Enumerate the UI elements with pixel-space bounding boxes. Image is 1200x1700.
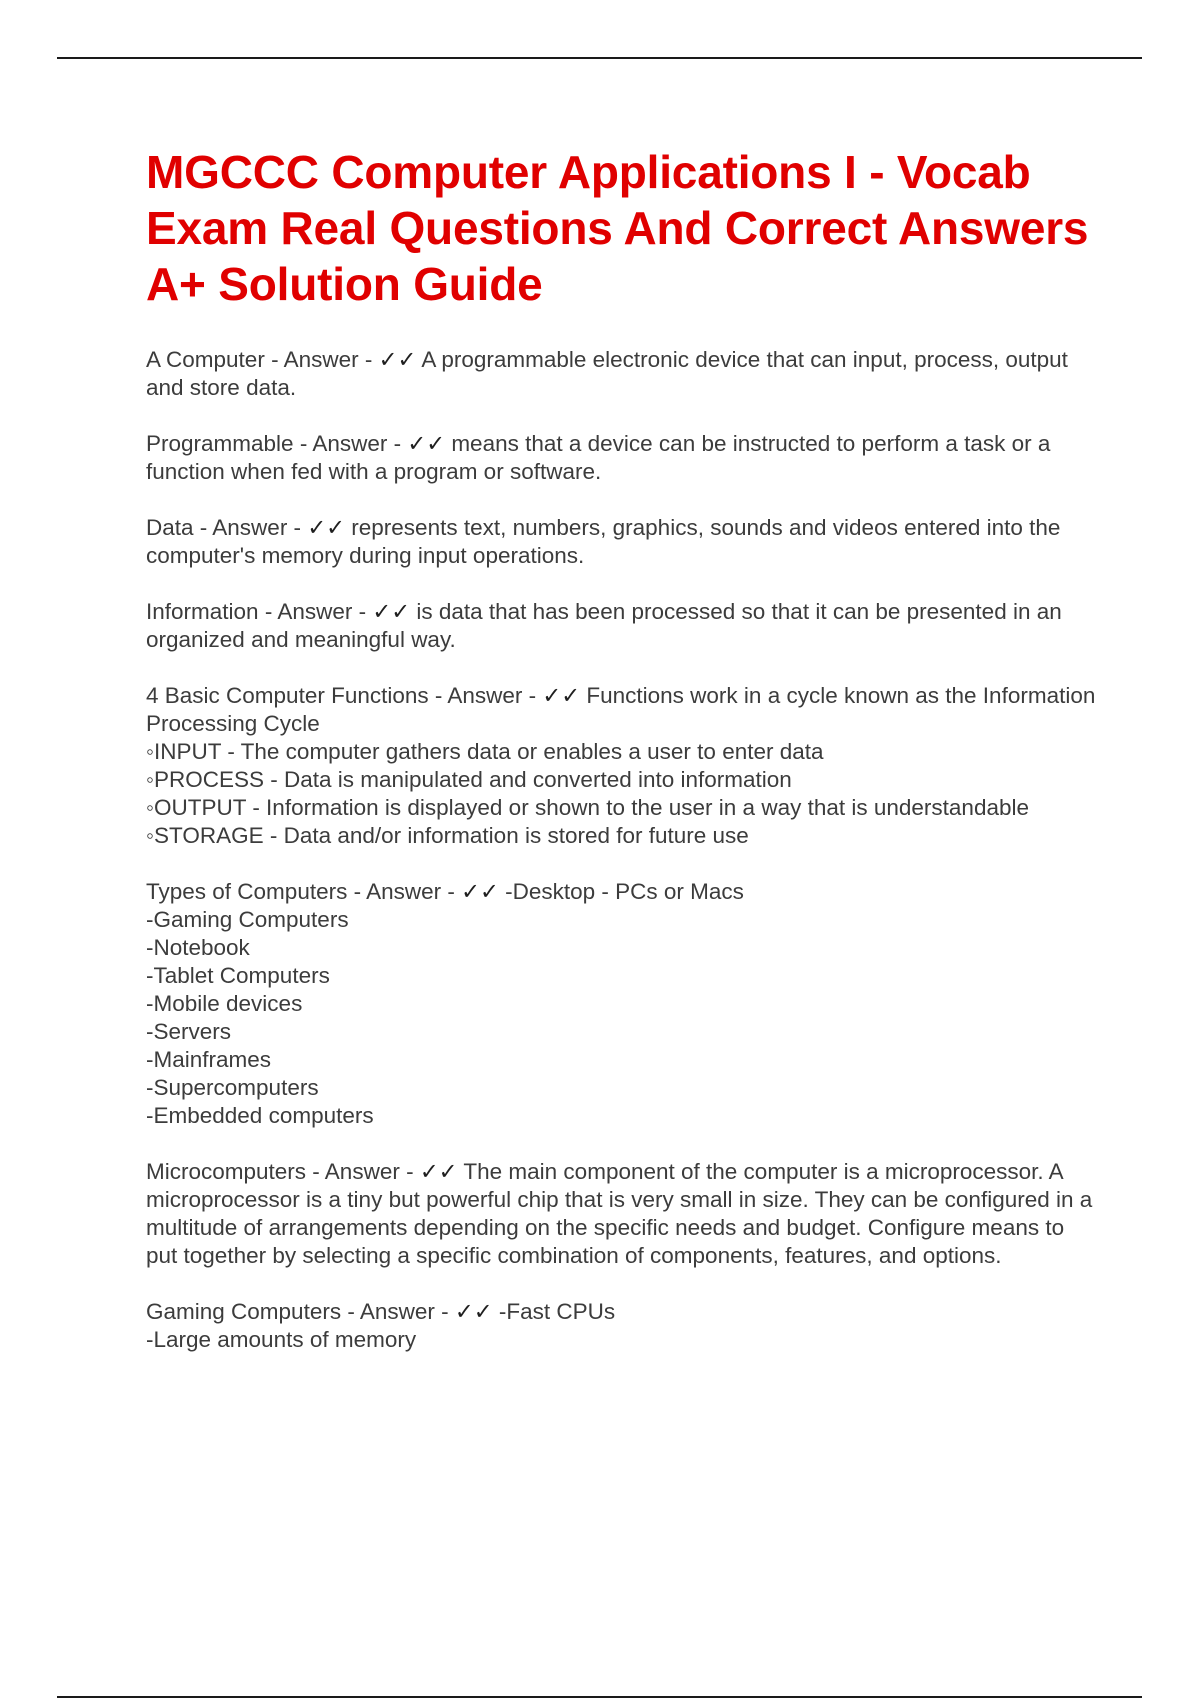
qa-list-line: ◦INPUT - The computer gathers data or enables a user to enter data [146, 739, 824, 764]
double-check-icon: ✓✓ [454, 1299, 493, 1324]
qa-list-line: -Mobile devices [146, 991, 303, 1016]
document-title: MGCCC Computer Applications I - Vocab Exam Real Questions And Correct Answers A+ Solution Guide [146, 146, 1089, 310]
double-check-icon: ✓✓ [372, 599, 411, 624]
qa-first-line [146, 1298, 1096, 1326]
answer-separator: - Answer - [306, 1159, 420, 1184]
qa-definition: -Desktop - PCs or Macs [498, 879, 744, 904]
qa-list-line: -Mainframes [146, 1047, 272, 1072]
qa-term: 4 Basic Computer Functions [146, 683, 429, 708]
qa-list-line: -Notebook [146, 935, 250, 960]
qa-term: Types of Computers [146, 879, 348, 904]
answer-separator: - Answer - [258, 599, 373, 624]
double-check-icon: ✓✓ [542, 683, 581, 708]
qa-entry [146, 430, 1096, 486]
qa-list-line: -Tablet Computers [146, 963, 330, 988]
qa-definition: -Fast CPUs [492, 1299, 616, 1324]
qa-first-line [146, 346, 1096, 402]
double-check-icon: ✓✓ [307, 515, 346, 540]
qa-list-line: -Large amounts of memory [146, 1327, 417, 1352]
qa-definition: represents text, numbers, graphics, sounds and videos entered into the computer's memory during input operations. [146, 515, 1061, 568]
qa-entry [146, 346, 1096, 402]
qa-definition: The main component of the computer is a microprocessor. A microprocessor is a tiny but powerful chip that is very small in size. They can be configured in a multitude of arrangements depending on the specific needs and budget. Configure means to put together by selecting a specific combination of components, features, and options. [146, 1159, 1093, 1268]
double-check-icon: ✓✓ [461, 879, 499, 904]
qa-definition: means that a device can be instructed to perform a task or a function when fed with a program or software. [146, 431, 1051, 484]
qa-definition: A programmable electronic device that can input, process, output and store data. [146, 347, 1068, 400]
answer-separator: - Answer - [293, 431, 408, 456]
qa-term: A Computer [146, 347, 265, 372]
qa-entry [146, 1158, 1096, 1270]
qa-term: Microcomputers [146, 1159, 307, 1184]
qa-list-line: ◦OUTPUT - Information is displayed or shown to the user in a way that is understandable [146, 795, 1029, 820]
qa-list-line: -Embedded computers [146, 1103, 374, 1128]
qa-first-line [146, 878, 1096, 906]
qa-entry [146, 1298, 1096, 1354]
qa-first-line [146, 598, 1096, 654]
qa-list-line: ◦STORAGE - Data and/or information is stored for future use [146, 823, 749, 848]
qa-first-line [146, 430, 1096, 486]
qa-list-line: -Servers [146, 1019, 232, 1044]
qa-first-line [146, 682, 1096, 738]
answer-separator: - Answer - [428, 683, 543, 708]
qa-definition: Functions work in a cycle known as the Information Processing Cycle [146, 683, 1096, 736]
qa-definition: is data that has been processed so that it can be presented in an organized and meaningful way. [146, 599, 1062, 652]
qa-first-line [146, 514, 1096, 570]
answer-separator: - Answer - [264, 347, 379, 372]
footer-rule [57, 1696, 1142, 1698]
qa-list-line: -Supercomputers [146, 1075, 319, 1100]
double-check-icon: ✓✓ [378, 347, 417, 372]
qa-first-line [146, 1158, 1096, 1270]
qa-term: Gaming Computers [146, 1299, 342, 1324]
qa-list-line: -Gaming Computers [146, 907, 349, 932]
qa-term: Programmable [146, 431, 294, 456]
double-check-icon: ✓✓ [419, 1159, 458, 1184]
qa-term: Data [146, 515, 194, 540]
answer-separator: - Answer - [341, 1299, 455, 1324]
qa-entry [146, 598, 1096, 654]
answer-separator: - Answer - [347, 879, 462, 904]
document-body [146, 144, 1096, 1382]
qa-entry [146, 682, 1096, 850]
qa-term: Information [146, 599, 259, 624]
qa-list [146, 346, 1096, 1354]
qa-list-line: ◦PROCESS - Data is manipulated and converted into information [146, 767, 792, 792]
answer-separator: - Answer - [193, 515, 308, 540]
header-rule [57, 57, 1142, 59]
qa-entry [146, 878, 1096, 1130]
double-check-icon: ✓✓ [407, 431, 446, 456]
qa-entry [146, 514, 1096, 570]
